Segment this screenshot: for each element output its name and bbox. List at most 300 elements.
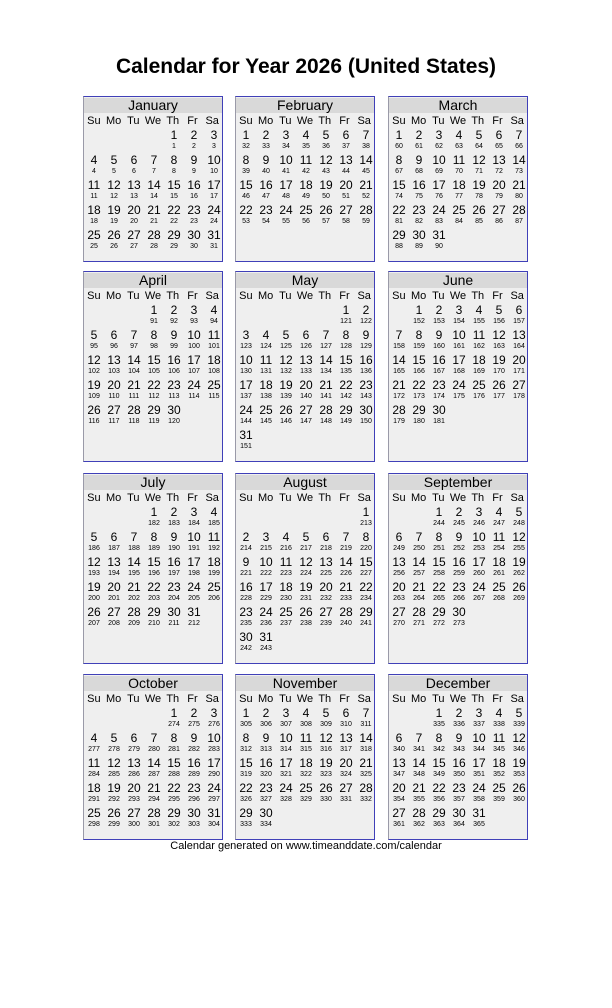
day-number: 13 (339, 731, 353, 745)
day-of-year: 363 (433, 821, 445, 828)
day-of-year: 116 (88, 418, 100, 425)
day-number: 6 (130, 731, 138, 745)
day-number: 15 (392, 178, 406, 192)
weekday-label: Sa (205, 693, 219, 705)
day-of-year: 83 (435, 218, 443, 225)
day-number: 13 (392, 555, 406, 569)
day-of-year: 159 (413, 343, 425, 350)
day-of-year: 90 (435, 243, 443, 250)
day-of-year: 68 (415, 168, 423, 175)
day-of-year: 319 (240, 771, 252, 778)
day-number: 29 (412, 403, 426, 417)
day-of-year: 328 (280, 796, 292, 803)
day-number: 19 (492, 353, 506, 367)
day-number: 30 (187, 806, 201, 820)
day-number: 10 (452, 328, 466, 342)
weekday-label: Su (87, 693, 101, 705)
day-number: 14 (512, 153, 526, 167)
day-number: 3 (190, 505, 198, 519)
month-name: September (389, 475, 527, 490)
day-of-year: 105 (148, 368, 160, 375)
day-number: 15 (339, 353, 353, 367)
week-row (84, 581, 222, 606)
day-of-year: 79 (495, 193, 503, 200)
day-of-year: 52 (362, 193, 370, 200)
day-of-year: 282 (188, 746, 200, 753)
day-number: 4 (302, 128, 310, 142)
day-number: 2 (190, 128, 198, 142)
day-of-year: 241 (360, 620, 372, 627)
day-of-year: 22 (170, 218, 178, 225)
day-of-year: 235 (240, 620, 252, 627)
day-number: 23 (432, 378, 446, 392)
day-number: 11 (299, 153, 313, 167)
weekday-label: Th (318, 693, 332, 705)
day-of-year: 117 (108, 418, 120, 425)
day-number: 16 (432, 353, 446, 367)
day-number: 6 (302, 328, 310, 342)
day-of-year: 181 (433, 418, 445, 425)
day-of-year: 58 (342, 218, 350, 225)
weekday-label: Sa (357, 290, 371, 302)
day-of-year: 360 (513, 796, 525, 803)
day-of-year: 294 (148, 796, 160, 803)
day-of-year: 274 (168, 721, 180, 728)
day-number: 24 (259, 605, 273, 619)
weekday-label: Fr (492, 693, 503, 705)
day-number: 16 (452, 756, 466, 770)
day-number: 8 (242, 731, 250, 745)
day-of-year: 214 (240, 545, 252, 552)
day-number: 12 (512, 731, 526, 745)
day-of-year: 228 (240, 595, 252, 602)
weekday-label: We (449, 492, 467, 504)
day-of-year: 149 (340, 418, 352, 425)
day-of-year: 345 (493, 746, 505, 753)
day-number: 13 (299, 353, 313, 367)
week-row (236, 581, 374, 606)
day-number: 21 (147, 781, 161, 795)
day-number: 14 (127, 353, 141, 367)
day-of-year: 276 (208, 721, 220, 728)
day-number: 25 (87, 806, 101, 820)
day-number: 8 (435, 530, 443, 544)
day-of-year: 43 (322, 168, 330, 175)
week-row (236, 154, 374, 179)
weekday-header (389, 113, 527, 129)
day-of-year: 122 (360, 318, 372, 325)
day-of-year: 239 (320, 620, 332, 627)
day-of-year: 82 (415, 218, 423, 225)
page-title: Calendar for Year 2026 (United States) (115, 55, 497, 78)
weekday-label: We (449, 115, 467, 127)
day-of-year: 113 (168, 393, 180, 400)
day-of-year: 283 (208, 746, 220, 753)
day-of-year: 261 (493, 570, 505, 577)
day-of-year: 356 (433, 796, 445, 803)
week-row (389, 556, 527, 581)
day-number: 30 (167, 605, 181, 619)
day-of-year: 211 (168, 620, 180, 627)
day-number: 26 (492, 378, 506, 392)
day-of-year: 332 (360, 796, 372, 803)
day-number: 24 (432, 203, 446, 217)
day-number: 3 (210, 706, 218, 720)
weekday-label: Su (87, 492, 101, 504)
day-of-year: 144 (240, 418, 252, 425)
day-of-year: 350 (453, 771, 465, 778)
weekday-label: We (144, 115, 162, 127)
day-number: 8 (435, 731, 443, 745)
day-of-year: 76 (435, 193, 443, 200)
day-of-year: 210 (148, 620, 160, 627)
day-of-year: 216 (280, 545, 292, 552)
day-number: 17 (259, 580, 273, 594)
day-of-year: 254 (493, 545, 505, 552)
day-number: 27 (127, 806, 141, 820)
week-row (389, 807, 527, 832)
day-number: 4 (475, 303, 483, 317)
day-of-year: 203 (148, 595, 160, 602)
day-of-year: 335 (433, 721, 445, 728)
day-number: 28 (147, 806, 161, 820)
day-of-year: 317 (340, 746, 352, 753)
day-of-year: 18 (90, 218, 98, 225)
week-row (236, 379, 374, 404)
day-of-year: 338 (493, 721, 505, 728)
day-number: 23 (167, 580, 181, 594)
day-number: 26 (472, 203, 486, 217)
day-number: 8 (362, 530, 370, 544)
day-number: 22 (147, 378, 161, 392)
week-row (84, 129, 222, 154)
day-of-year: 120 (168, 418, 180, 425)
day-of-year: 127 (320, 343, 332, 350)
day-of-year: 156 (493, 318, 505, 325)
month-september (388, 473, 528, 664)
day-of-year: 237 (280, 620, 292, 627)
day-of-year: 37 (342, 143, 350, 150)
day-of-year: 64 (475, 143, 483, 150)
day-of-year: 247 (493, 520, 505, 527)
day-of-year: 305 (240, 721, 252, 728)
day-of-year: 207 (88, 620, 100, 627)
month-name: April (84, 273, 222, 288)
month-july (83, 473, 223, 664)
day-number: 13 (492, 153, 506, 167)
week-row (84, 154, 222, 179)
day-number: 21 (127, 378, 141, 392)
day-number: 10 (187, 530, 201, 544)
day-of-year: 71 (475, 168, 483, 175)
day-number: 12 (107, 756, 121, 770)
day-of-year: 310 (340, 721, 352, 728)
day-of-year: 140 (300, 393, 312, 400)
weekday-label: Su (239, 115, 253, 127)
day-of-year: 114 (188, 393, 200, 400)
weekday-label: Fr (187, 290, 198, 302)
day-of-year: 161 (453, 343, 465, 350)
day-of-year: 316 (320, 746, 332, 753)
day-number: 21 (319, 378, 333, 392)
weekday-header (236, 288, 374, 304)
day-number: 25 (472, 378, 486, 392)
weekday-label: Tu (127, 492, 140, 504)
day-of-year: 219 (340, 545, 352, 552)
day-number: 22 (167, 203, 181, 217)
day-number: 5 (110, 731, 118, 745)
day-of-year: 259 (453, 570, 465, 577)
day-of-year: 352 (493, 771, 505, 778)
day-number: 16 (359, 353, 373, 367)
day-number: 11 (452, 153, 466, 167)
day-number: 9 (435, 328, 443, 342)
week-row (389, 204, 527, 229)
day-of-year: 81 (395, 218, 403, 225)
day-of-year: 20 (130, 218, 138, 225)
day-number: 16 (187, 756, 201, 770)
day-number: 11 (492, 530, 506, 544)
week-row (236, 732, 374, 757)
day-of-year: 126 (300, 343, 312, 350)
day-of-year: 3 (212, 143, 216, 150)
weekday-label: Mo (105, 115, 122, 127)
day-number: 11 (259, 353, 273, 367)
day-number: 16 (187, 178, 201, 192)
day-of-year: 9 (192, 168, 196, 175)
day-of-year: 121 (340, 318, 352, 325)
day-number: 20 (319, 580, 333, 594)
day-of-year: 56 (302, 218, 310, 225)
day-of-year: 21 (150, 218, 158, 225)
day-number: 10 (187, 328, 201, 342)
day-number: 5 (322, 128, 330, 142)
day-number: 6 (395, 530, 403, 544)
day-number: 26 (87, 605, 101, 619)
weekday-label: We (449, 290, 467, 302)
day-number: 6 (395, 731, 403, 745)
day-number: 23 (259, 781, 273, 795)
weekday-label: Sa (357, 115, 371, 127)
weekday-label: Sa (510, 115, 524, 127)
day-of-year: 320 (260, 771, 272, 778)
weekday-label: Sa (205, 290, 219, 302)
day-number: 21 (359, 756, 373, 770)
weekday-header (236, 691, 374, 707)
day-number: 15 (147, 555, 161, 569)
day-of-year: 339 (513, 721, 525, 728)
day-of-year: 198 (188, 570, 200, 577)
day-of-year: 139 (280, 393, 292, 400)
week-row (236, 129, 374, 154)
day-of-year: 38 (362, 143, 370, 150)
day-of-year: 285 (108, 771, 120, 778)
day-number: 4 (495, 505, 503, 519)
day-number: 16 (412, 178, 426, 192)
day-number: 8 (415, 328, 423, 342)
day-number: 29 (432, 605, 446, 619)
day-number: 23 (412, 203, 426, 217)
week-row (84, 782, 222, 807)
day-of-year: 309 (320, 721, 332, 728)
day-of-year: 183 (168, 520, 180, 527)
day-of-year: 191 (188, 545, 200, 552)
weekday-label: Th (318, 290, 332, 302)
day-number: 12 (472, 153, 486, 167)
day-of-year: 93 (190, 318, 198, 325)
day-number: 21 (147, 203, 161, 217)
day-number: 3 (282, 706, 290, 720)
day-of-year: 91 (150, 318, 158, 325)
day-number: 20 (339, 178, 353, 192)
month-name: February (236, 98, 374, 113)
day-of-year: 154 (453, 318, 465, 325)
weekday-label: Th (166, 290, 180, 302)
day-number: 9 (262, 731, 270, 745)
day-number: 22 (147, 580, 161, 594)
day-of-year: 136 (360, 368, 372, 375)
week-row (236, 204, 374, 229)
day-of-year: 48 (282, 193, 290, 200)
day-of-year: 342 (433, 746, 445, 753)
day-number: 7 (415, 731, 423, 745)
day-number: 11 (299, 731, 313, 745)
day-of-year: 100 (188, 343, 200, 350)
day-number: 14 (339, 555, 353, 569)
day-of-year: 150 (360, 418, 372, 425)
day-number: 14 (412, 555, 426, 569)
day-of-year: 212 (188, 620, 200, 627)
week-row (389, 606, 527, 631)
day-of-year: 230 (280, 595, 292, 602)
day-of-year: 236 (260, 620, 272, 627)
day-of-year: 273 (453, 620, 465, 627)
weekday-label: We (144, 693, 162, 705)
day-number: 29 (167, 228, 181, 242)
month-name: October (84, 676, 222, 691)
day-number: 18 (207, 555, 221, 569)
week-row (236, 631, 374, 656)
day-number: 1 (170, 706, 178, 720)
day-number: 24 (239, 403, 253, 417)
day-number: 29 (359, 605, 373, 619)
day-number: 12 (512, 530, 526, 544)
day-number: 31 (207, 806, 221, 820)
day-number: 15 (167, 178, 181, 192)
day-number: 24 (187, 580, 201, 594)
week-row (84, 556, 222, 581)
weekday-label: Sa (357, 693, 371, 705)
day-of-year: 188 (128, 545, 140, 552)
day-number: 25 (207, 580, 221, 594)
day-of-year: 17 (210, 193, 218, 200)
day-of-year: 166 (413, 368, 425, 375)
day-of-year: 31 (210, 243, 218, 250)
day-of-year: 49 (302, 193, 310, 200)
day-number: 11 (207, 530, 221, 544)
day-number: 19 (107, 781, 121, 795)
day-number: 16 (167, 353, 181, 367)
weekday-label: Sa (510, 290, 524, 302)
month-december (388, 674, 528, 840)
day-of-year: 343 (453, 746, 465, 753)
day-of-year: 233 (340, 595, 352, 602)
day-number: 10 (207, 153, 221, 167)
day-number: 4 (282, 530, 290, 544)
day-number: 1 (150, 303, 158, 317)
day-of-year: 137 (240, 393, 252, 400)
day-number: 9 (455, 530, 463, 544)
day-number: 12 (87, 555, 101, 569)
day-number: 18 (472, 353, 486, 367)
month-name: March (389, 98, 527, 113)
day-number: 10 (472, 530, 486, 544)
day-number: 21 (392, 378, 406, 392)
day-of-year: 333 (240, 821, 252, 828)
day-number: 8 (150, 530, 158, 544)
day-of-year: 326 (240, 796, 252, 803)
day-of-year: 308 (300, 721, 312, 728)
day-number: 28 (512, 203, 526, 217)
weekday-label: Mo (105, 492, 122, 504)
day-of-year: 170 (493, 368, 505, 375)
day-of-year: 165 (393, 368, 405, 375)
day-of-year: 94 (210, 318, 218, 325)
day-of-year: 13 (130, 193, 138, 200)
weekday-label: Th (166, 693, 180, 705)
day-of-year: 351 (473, 771, 485, 778)
weekday-label: Tu (432, 290, 445, 302)
weekday-header (389, 288, 527, 304)
day-of-year: 306 (260, 721, 272, 728)
day-number: 9 (262, 153, 270, 167)
day-number: 16 (167, 555, 181, 569)
day-of-year: 15 (170, 193, 178, 200)
day-of-year: 337 (473, 721, 485, 728)
day-of-year: 340 (393, 746, 405, 753)
day-number: 2 (242, 530, 250, 544)
day-number: 9 (190, 153, 198, 167)
day-of-year: 321 (280, 771, 292, 778)
week-row (84, 329, 222, 354)
week-row (389, 154, 527, 179)
day-number: 21 (412, 580, 426, 594)
day-of-year: 182 (148, 520, 160, 527)
day-number: 3 (435, 128, 443, 142)
weekday-label: Mo (410, 492, 427, 504)
weekday-label: Fr (187, 492, 198, 504)
day-of-year: 128 (340, 343, 352, 350)
day-of-year: 39 (242, 168, 250, 175)
week-row (236, 179, 374, 204)
weekday-header (84, 490, 222, 506)
weekday-label: Fr (492, 290, 503, 302)
day-of-year: 303 (188, 821, 200, 828)
day-of-year: 131 (260, 368, 272, 375)
day-of-year: 227 (360, 570, 372, 577)
week-row (236, 506, 374, 531)
day-of-year: 70 (455, 168, 463, 175)
week-row (389, 757, 527, 782)
week-row (389, 707, 527, 732)
weekday-label: Su (392, 290, 406, 302)
week-row (84, 707, 222, 732)
day-of-year: 53 (242, 218, 250, 225)
day-of-year: 313 (260, 746, 272, 753)
day-of-year: 222 (260, 570, 272, 577)
day-of-year: 204 (168, 595, 180, 602)
day-of-year: 110 (108, 393, 120, 400)
